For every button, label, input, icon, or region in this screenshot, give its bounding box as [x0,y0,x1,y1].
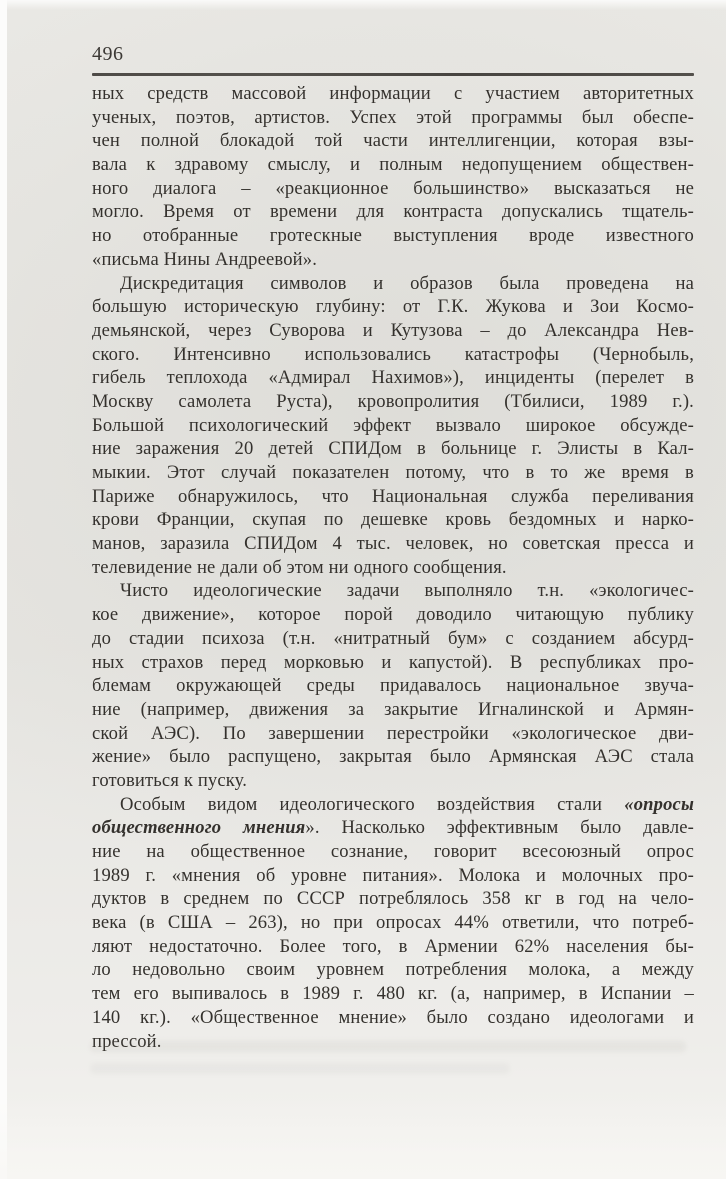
text-line: могло. Время от времени для контраста допускались тщатель- [92,201,694,223]
text-line: ние (например, движения за закрытие Игналинской и Армян- [92,698,694,720]
text-line: ных средств массовой информации с участием авторитетных [92,83,694,104]
scan-edge-top [0,0,726,10]
text-line: ло недовольно своим уровнем потребления молока, а между [92,959,694,981]
text-line: крови Франции, скупая по дешевке кровь бездомных и нарко- [92,509,694,531]
text-line: «письма Нины Андреевой». [92,248,318,270]
text-line: Москву самолета Руста), кровопролития (Тбилиси, 1989 г.). [92,390,694,412]
scan-fade [0,1099,726,1179]
text-line: манов, заразила СПИДом 4 тыс. человек, но советская пресса и [92,533,694,555]
text-line: ской АЭС). По завершении перестройки «экологическое дви- [92,722,694,744]
header-rule [92,73,694,76]
text-line: до стадии психоза (т.н. «нитратный бум» с созданием абсурд- [92,627,694,649]
text-line: Большой психологический эффект вызвало широкое обсужде- [92,414,694,436]
paragraph [92,82,694,272]
text-line: гибель теплохода «Адмирал Нахимов»), инциденты (перелет в [92,367,694,389]
text-line: прессой. [92,1030,162,1052]
text-line: ученых, поэтов, артистов. Успех этой программы был обеспе- [92,106,694,128]
paragraph [92,579,694,792]
paragraph [92,272,694,580]
text-line: 140 кг.). «Общественное мнение» было создано идеологами и [92,1006,694,1028]
text-line: ных страхов перед морковью и капустой). В республиках про- [92,651,694,673]
paragraph [92,793,694,1054]
text-line: Париже обнаружилось, что Национальная служба переливания [92,485,694,507]
text-line: чен полной блокадой той части интеллигенции, которая взы- [92,130,694,152]
page-content [92,42,694,1053]
text-line: века (в США – 263), но при опросах 44% ответили, что потреб- [92,912,694,934]
page-number: 496 [92,43,124,65]
text-line: тем его выпивалось в 1989 г. 480 кг. (а, например, в Испании – [92,983,694,1005]
plain-text: Особым видом идеологического воздействия стали [120,793,625,815]
scan-edge-left [0,0,7,1179]
emphasized-text: общественного мнения [92,817,306,839]
text-line: Чисто идеологические задачи выполняло т.н. «экологичес- [120,580,694,602]
text-line: ляют недостаточно. Более того, в Армении 62% населения бы- [92,935,694,957]
text-line: ние заражения 20 детей СПИДом в больнице г. Элисты в Кал- [92,438,694,460]
text-line: готовиться к пуску. [92,769,248,791]
text-line: блемам окружающей среды придавалось национальное звуча- [92,675,694,697]
text-line: ние на общественное сознание, говорит всесоюзный опрос [92,841,694,862]
text-line: 1989 г. «мнения об уровне питания». Молока и молочных про- [92,864,694,886]
text-line: мыкии. Этот случай показателен потому, что в то же время в [92,462,694,483]
text-line: дуктов в среднем по СССР потреблялось 358 кг в год на чело- [92,888,694,910]
text-line: кое движение», которое порой доводило читающую публику [92,604,694,626]
text-line: ного диалога – «реакционное большинство» высказаться не [92,177,694,199]
text-line [92,816,694,840]
text-line: но отобранные гротескные выступления вроде известного [92,225,694,247]
text-line: Дискредитация символов и образов была проведена на [120,272,694,294]
text-line: вала к здравому смыслу, и полным недопущением обществен- [92,154,694,176]
text-line: ского. Интенсивно использовались катастрофы (Чернобыль, [92,343,694,365]
text-line: демьянской, через Суворова и Кутузова – до Александра Нев- [92,319,694,341]
emphasized-text: «опросы [624,793,694,815]
text-line: жение» было распущено, закрытая было Армянская АЭС стала [92,746,694,768]
scan-bleed-artifact [90,1063,510,1074]
scan-bleed-artifact [90,1041,686,1052]
text-line: большую историческую глубину: от Г.К. Жукова и Зои Космо- [92,296,694,318]
text-line [92,793,694,817]
text-line: телевидение не дали об этом ни одного сообщения. [92,556,507,578]
plain-text: ». Насколько эффективным было давле- [305,817,694,839]
page-body [92,82,694,1053]
